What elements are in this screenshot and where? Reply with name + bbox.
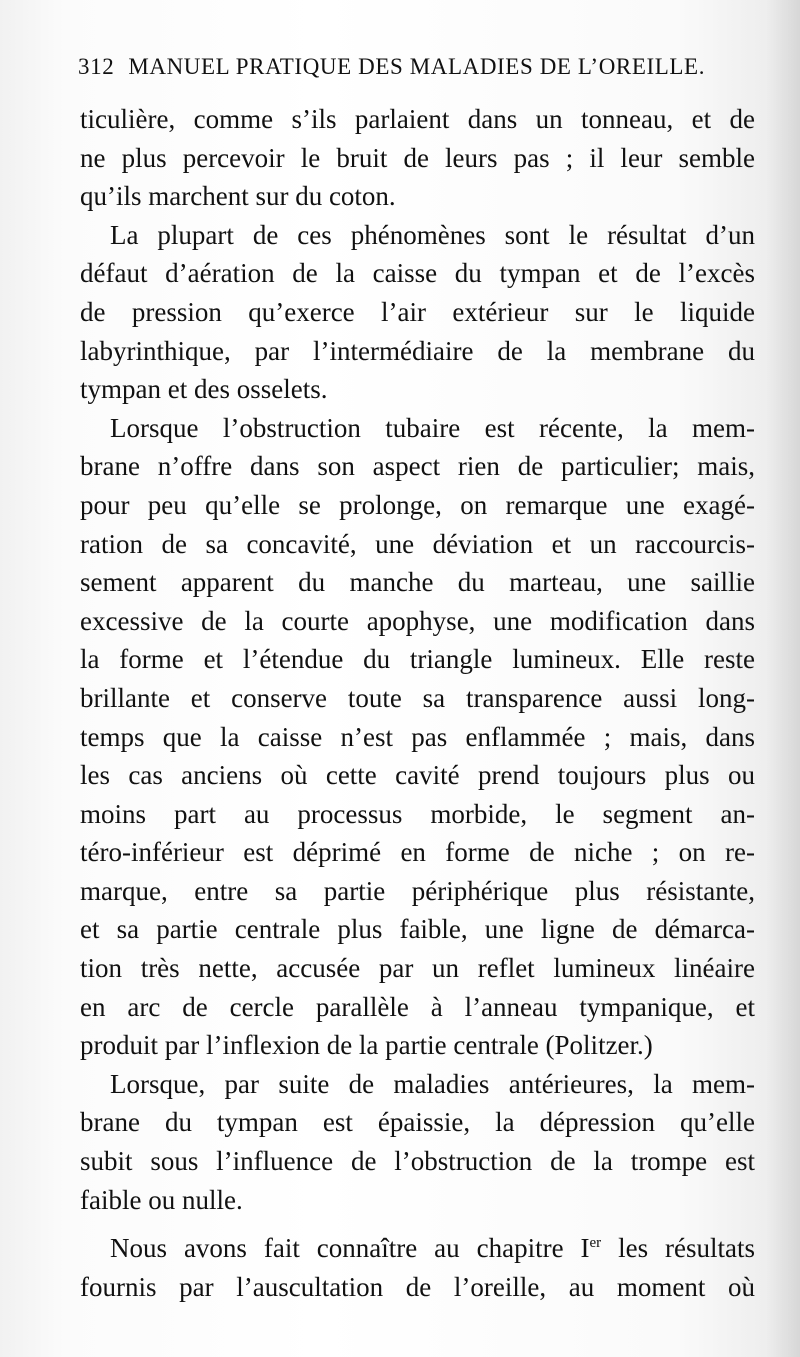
text-line [80,1229,755,1268]
page-header [78,54,718,90]
paragraph-gap [80,1219,755,1229]
text-line: Lorsque, par suite de maladies antérieures, la mem- [110,1068,755,1099]
text-line: temps que la caisse n’est pas enflammée ; mais, dans [80,721,755,752]
text-line: brane n’offre dans son aspect rien de particulier; mais, [80,451,755,482]
text-fragment: Nous avons fait connaître au chapitre I [110,1233,590,1264]
text-line: excessive de la courte apophyse, une modification dans [80,605,755,636]
body-text [80,100,755,1306]
text-line: brillante et conserve toute sa transparence aussi long- [80,682,755,713]
text-line: tion très nette, accusée par un reflet lumineux linéaire [80,953,755,984]
text-fragment: les résultats [601,1233,755,1264]
text-line: La plupart de ces phénomènes sont le résultat d’un [110,219,755,250]
superscript: er [589,1235,602,1252]
text-line: ne plus percevoir le bruit de leurs pas ; il leur semble [80,142,755,173]
text-line: pour peu qu’elle se prolonge, on remarque une exagé- [80,489,755,520]
text-line: la forme et l’étendue du triangle lumineux. Elle reste [80,644,755,675]
text-line: produit par l’inflexion de la partie centrale (Politzer.) [80,1030,653,1061]
text-line: téro-inférieur est déprimé en forme de niche ; on re- [80,837,755,868]
text-line: moins part au processus morbide, le segment an- [80,798,755,829]
text-line: en arc de cercle parallèle à l’anneau tympanique, et [80,991,755,1022]
text-line: ration de sa concavité, une déviation et un raccourcis- [80,528,755,559]
text-line: faible ou nulle. [80,1184,243,1215]
page-edge-shadow [766,0,800,1357]
text-line: les cas anciens où cette cavité prend toujours plus ou [80,760,755,791]
text-line: fournis par l’auscultation de l’oreille, au moment où [80,1271,755,1302]
text-line: et sa partie centrale plus faible, une ligne de démarca- [80,914,755,945]
text-line: brane du tympan est épaissie, la dépression qu’elle [80,1107,755,1138]
page-number: 312 [78,54,115,79]
text-line: marque, entre sa partie périphérique plus résistante, [80,875,755,906]
text-line: de pression qu’exerce l’air extérieur sur le liquide [80,296,755,327]
text-line: tympan et des osselets. [80,374,328,405]
text-line: Lorsque l’obstruction tubaire est récente, la mem- [110,412,755,443]
text-line: qu’ils marchent sur du coton. [80,181,396,212]
text-line: sement apparent du manche du marteau, une saillie [80,567,755,598]
text-line: subit sous l’influence de l’obstruction de la trompe est [80,1146,755,1177]
text-line: défaut d’aération de la caisse du tympan et de l’excès [80,258,755,289]
text-line: labyrinthique, par l’intermédiaire de la membrane du [80,335,755,366]
text-line: ticulière, comme s’ils parlaient dans un tonneau, et de [80,104,755,134]
running-title: MANUEL PRATIQUE DES MALADIES DE L’OREILLE. [128,54,706,79]
